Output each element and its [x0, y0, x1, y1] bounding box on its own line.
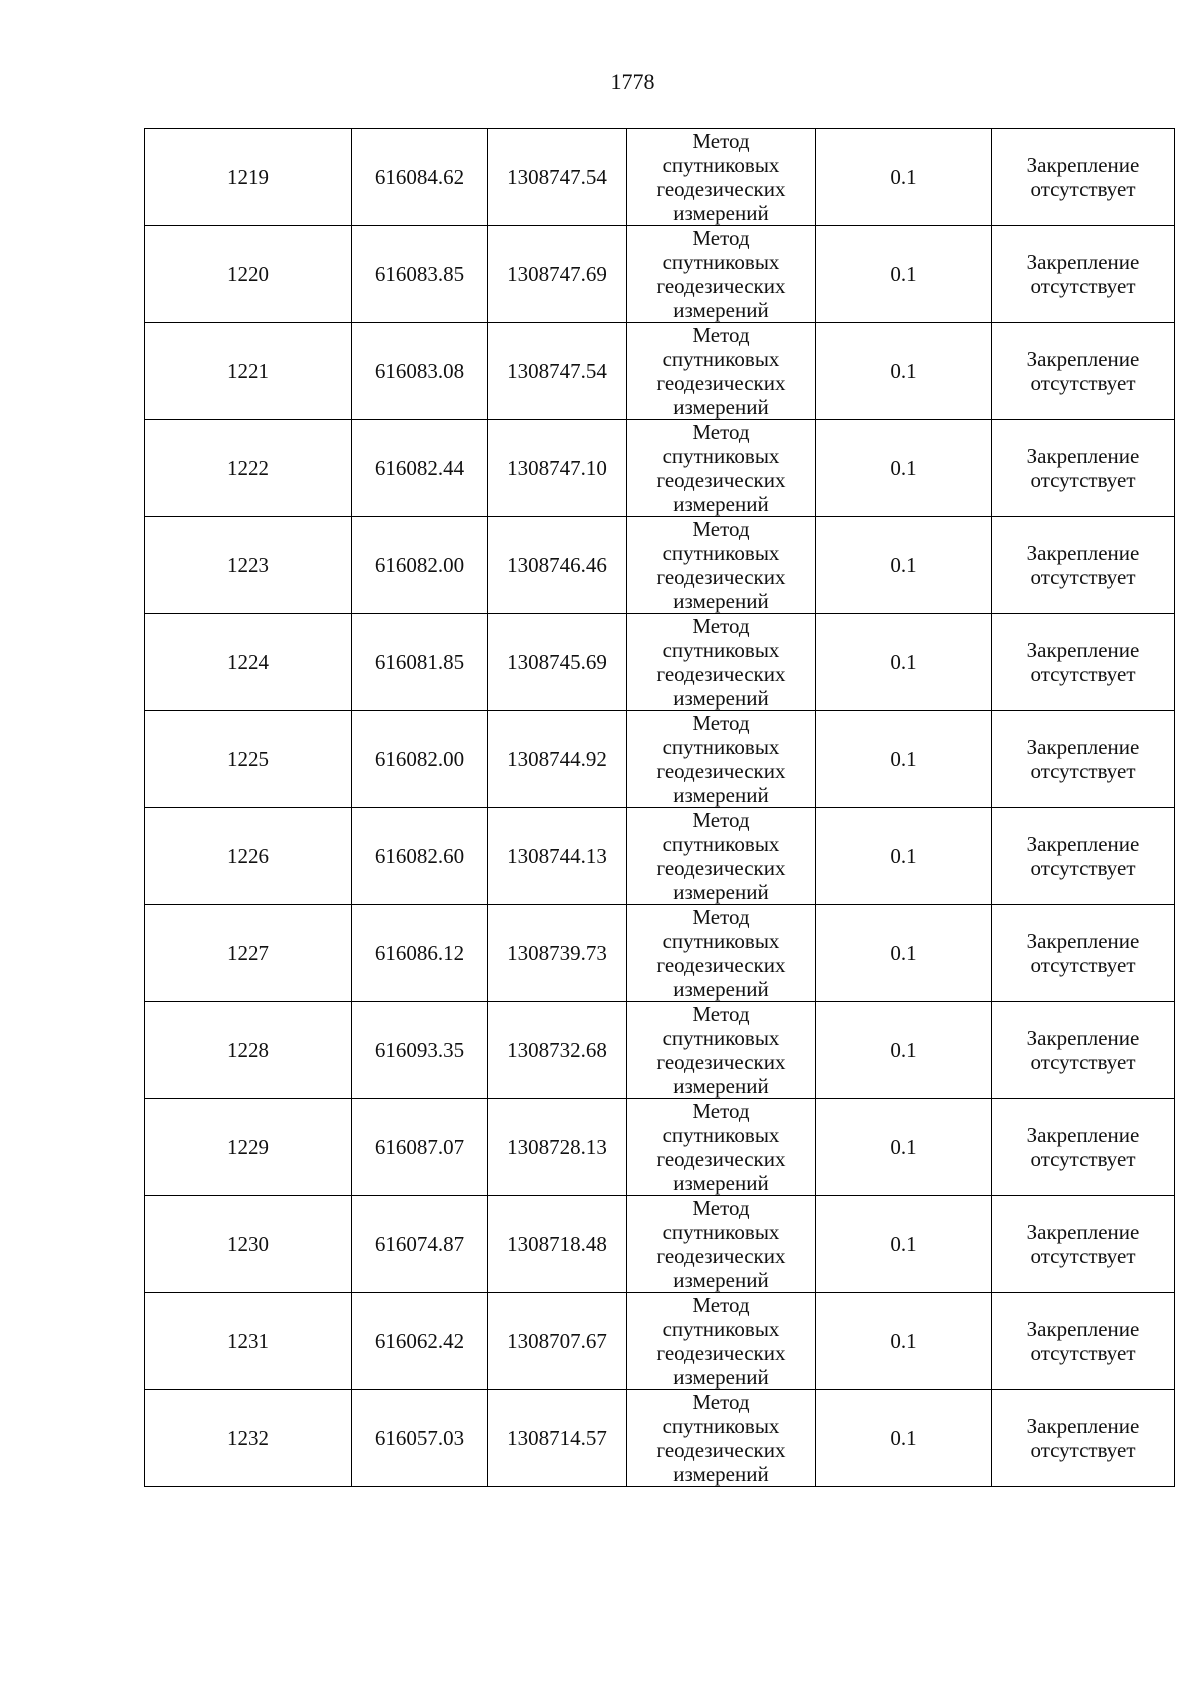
point-number-cell: 1225	[145, 711, 352, 808]
fixing-cell	[992, 1196, 1175, 1293]
method-line: измерений	[673, 1171, 769, 1195]
y-coordinate-cell: 1308744.92	[488, 711, 627, 808]
point-number-cell: 1228	[145, 1002, 352, 1099]
accuracy-cell: 0.1	[816, 614, 992, 711]
accuracy-cell: 0.1	[816, 226, 992, 323]
fixing-line: отсутствует	[1030, 662, 1136, 686]
fixing-line: Закрепление	[1026, 541, 1140, 565]
method-cell	[627, 1293, 816, 1390]
fixing-cell	[992, 420, 1175, 517]
fixing-line: отсутствует	[1030, 565, 1136, 589]
table-row	[145, 711, 1175, 808]
x-coordinate-cell: 616062.42	[352, 1293, 488, 1390]
method-line: Метод	[692, 808, 750, 832]
x-coordinate-cell: 616082.00	[352, 711, 488, 808]
point-number-cell: 1227	[145, 905, 352, 1002]
method-line: Метод	[692, 711, 750, 735]
x-coordinate-cell: 616074.87	[352, 1196, 488, 1293]
point-number-cell: 1232	[145, 1390, 352, 1487]
y-coordinate-cell: 1308746.46	[488, 517, 627, 614]
method-line: измерений	[673, 395, 769, 419]
y-coordinate-cell: 1308732.68	[488, 1002, 627, 1099]
fixing-line: Закрепление	[1026, 1220, 1140, 1244]
method-cell	[627, 1099, 816, 1196]
method-line: спутниковых	[662, 929, 780, 953]
x-coordinate-cell: 616057.03	[352, 1390, 488, 1487]
fixing-line: Закрепление	[1026, 832, 1140, 856]
method-line: измерений	[673, 201, 769, 225]
fixing-line: Закрепление	[1026, 347, 1140, 371]
accuracy-cell: 0.1	[816, 1002, 992, 1099]
method-line: Метод	[692, 226, 750, 250]
accuracy-cell: 0.1	[816, 323, 992, 420]
fixing-line: Закрепление	[1026, 1317, 1140, 1341]
fixing-cell	[992, 129, 1175, 226]
table-row	[145, 808, 1175, 905]
point-number-cell: 1223	[145, 517, 352, 614]
fixing-line: Закрепление	[1026, 250, 1140, 274]
method-line: измерений	[673, 492, 769, 516]
method-line: геодезических	[656, 177, 786, 201]
point-number-cell: 1224	[145, 614, 352, 711]
method-line: спутниковых	[662, 250, 780, 274]
method-cell	[627, 1196, 816, 1293]
y-coordinate-cell: 1308739.73	[488, 905, 627, 1002]
method-line: спутниковых	[662, 832, 780, 856]
accuracy-cell: 0.1	[816, 1390, 992, 1487]
y-coordinate-cell: 1308707.67	[488, 1293, 627, 1390]
x-coordinate-cell: 616087.07	[352, 1099, 488, 1196]
table-row	[145, 1196, 1175, 1293]
method-line: геодезических	[656, 662, 786, 686]
fixing-line: Закрепление	[1026, 638, 1140, 662]
fixing-line: отсутствует	[1030, 1438, 1136, 1462]
method-line: измерений	[673, 589, 769, 613]
y-coordinate-cell: 1308745.69	[488, 614, 627, 711]
fixing-line: отсутствует	[1030, 274, 1136, 298]
table-row	[145, 1099, 1175, 1196]
x-coordinate-cell: 616084.62	[352, 129, 488, 226]
accuracy-cell: 0.1	[816, 1099, 992, 1196]
method-line: измерений	[673, 1268, 769, 1292]
method-cell	[627, 711, 816, 808]
method-line: геодезических	[656, 1438, 786, 1462]
fixing-line: Закрепление	[1026, 1026, 1140, 1050]
fixing-cell	[992, 1293, 1175, 1390]
table-row	[145, 420, 1175, 517]
method-line: спутниковых	[662, 153, 780, 177]
method-line: спутниковых	[662, 1317, 780, 1341]
method-line: геодезических	[656, 1341, 786, 1365]
y-coordinate-cell: 1308747.10	[488, 420, 627, 517]
fixing-line: отсутствует	[1030, 1341, 1136, 1365]
method-line: геодезических	[656, 371, 786, 395]
method-line: геодезических	[656, 1244, 786, 1268]
fixing-line: Закрепление	[1026, 1123, 1140, 1147]
coordinates-table	[144, 128, 1175, 1487]
fixing-line: отсутствует	[1030, 953, 1136, 977]
point-number-cell: 1230	[145, 1196, 352, 1293]
method-line: геодезических	[656, 468, 786, 492]
method-cell	[627, 420, 816, 517]
point-number-cell: 1231	[145, 1293, 352, 1390]
accuracy-cell: 0.1	[816, 1293, 992, 1390]
method-line: измерений	[673, 298, 769, 322]
method-line: измерений	[673, 880, 769, 904]
method-line: Метод	[692, 614, 750, 638]
method-line: Метод	[692, 129, 750, 153]
y-coordinate-cell: 1308718.48	[488, 1196, 627, 1293]
x-coordinate-cell: 616083.08	[352, 323, 488, 420]
y-coordinate-cell: 1308744.13	[488, 808, 627, 905]
method-line: спутниковых	[662, 735, 780, 759]
method-cell	[627, 1002, 816, 1099]
method-line: измерений	[673, 977, 769, 1001]
fixing-cell	[992, 808, 1175, 905]
fixing-line: отсутствует	[1030, 856, 1136, 880]
fixing-line: Закрепление	[1026, 444, 1140, 468]
method-line: геодезических	[656, 1050, 786, 1074]
method-line: геодезических	[656, 565, 786, 589]
method-line: спутниковых	[662, 1414, 780, 1438]
table-row	[145, 614, 1175, 711]
fixing-cell	[992, 1002, 1175, 1099]
method-line: спутниковых	[662, 1220, 780, 1244]
y-coordinate-cell: 1308747.54	[488, 129, 627, 226]
method-cell	[627, 614, 816, 711]
method-cell	[627, 323, 816, 420]
table-row	[145, 1293, 1175, 1390]
fixing-cell	[992, 1099, 1175, 1196]
fixing-line: отсутствует	[1030, 177, 1136, 201]
table-row	[145, 226, 1175, 323]
x-coordinate-cell: 616086.12	[352, 905, 488, 1002]
method-cell	[627, 905, 816, 1002]
accuracy-cell: 0.1	[816, 1196, 992, 1293]
x-coordinate-cell: 616093.35	[352, 1002, 488, 1099]
accuracy-cell: 0.1	[816, 129, 992, 226]
fixing-cell	[992, 1390, 1175, 1487]
x-coordinate-cell: 616081.85	[352, 614, 488, 711]
table-row	[145, 1002, 1175, 1099]
method-line: спутниковых	[662, 541, 780, 565]
x-coordinate-cell: 616082.00	[352, 517, 488, 614]
x-coordinate-cell: 616082.44	[352, 420, 488, 517]
fixing-cell	[992, 614, 1175, 711]
fixing-cell	[992, 711, 1175, 808]
fixing-line: отсутствует	[1030, 1147, 1136, 1171]
fixing-line: отсутствует	[1030, 1244, 1136, 1268]
accuracy-cell: 0.1	[816, 711, 992, 808]
method-line: геодезических	[656, 274, 786, 298]
method-line: геодезических	[656, 759, 786, 783]
fixing-line: Закрепление	[1026, 153, 1140, 177]
fixing-cell	[992, 323, 1175, 420]
y-coordinate-cell: 1308728.13	[488, 1099, 627, 1196]
method-line: геодезических	[656, 856, 786, 880]
method-line: измерений	[673, 1365, 769, 1389]
fixing-line: Закрепление	[1026, 929, 1140, 953]
method-line: спутниковых	[662, 638, 780, 662]
point-number-cell: 1220	[145, 226, 352, 323]
accuracy-cell: 0.1	[816, 905, 992, 1002]
fixing-line: отсутствует	[1030, 371, 1136, 395]
method-line: Метод	[692, 905, 750, 929]
method-line: Метод	[692, 1002, 750, 1026]
point-number-cell: 1226	[145, 808, 352, 905]
fixing-cell	[992, 226, 1175, 323]
method-line: измерений	[673, 783, 769, 807]
x-coordinate-cell: 616082.60	[352, 808, 488, 905]
table-row	[145, 129, 1175, 226]
page-number: 1778	[610, 69, 655, 94]
fixing-line: отсутствует	[1030, 468, 1136, 492]
method-line: Метод	[692, 1099, 750, 1123]
table-row	[145, 323, 1175, 420]
fixing-line: Закрепление	[1026, 1414, 1140, 1438]
method-cell	[627, 226, 816, 323]
accuracy-cell: 0.1	[816, 420, 992, 517]
point-number-cell: 1229	[145, 1099, 352, 1196]
method-line: спутниковых	[662, 347, 780, 371]
method-line: спутниковых	[662, 444, 780, 468]
table-row	[145, 517, 1175, 614]
method-line: Метод	[692, 1293, 750, 1317]
method-cell	[627, 1390, 816, 1487]
method-cell	[627, 808, 816, 905]
table-row	[145, 905, 1175, 1002]
method-line: измерений	[673, 1462, 769, 1486]
method-line: Метод	[692, 420, 750, 444]
y-coordinate-cell: 1308714.57	[488, 1390, 627, 1487]
accuracy-cell: 0.1	[816, 808, 992, 905]
fixing-cell	[992, 905, 1175, 1002]
method-line: измерений	[673, 686, 769, 710]
x-coordinate-cell: 616083.85	[352, 226, 488, 323]
point-number-cell: 1219	[145, 129, 352, 226]
method-line: Метод	[692, 1390, 750, 1414]
method-line: спутниковых	[662, 1123, 780, 1147]
table-row	[145, 1390, 1175, 1487]
method-line: геодезических	[656, 953, 786, 977]
point-number-cell: 1222	[145, 420, 352, 517]
method-cell	[627, 129, 816, 226]
method-line: геодезических	[656, 1147, 786, 1171]
y-coordinate-cell: 1308747.69	[488, 226, 627, 323]
method-line: измерений	[673, 1074, 769, 1098]
method-line: Метод	[692, 1196, 750, 1220]
method-line: спутниковых	[662, 1026, 780, 1050]
method-line: Метод	[692, 323, 750, 347]
fixing-line: отсутствует	[1030, 1050, 1136, 1074]
fixing-line: отсутствует	[1030, 759, 1136, 783]
method-line: Метод	[692, 517, 750, 541]
point-number-cell: 1221	[145, 323, 352, 420]
accuracy-cell: 0.1	[816, 517, 992, 614]
method-cell	[627, 517, 816, 614]
coordinates-table-body	[145, 129, 1175, 1487]
y-coordinate-cell: 1308747.54	[488, 323, 627, 420]
fixing-cell	[992, 517, 1175, 614]
fixing-line: Закрепление	[1026, 735, 1140, 759]
